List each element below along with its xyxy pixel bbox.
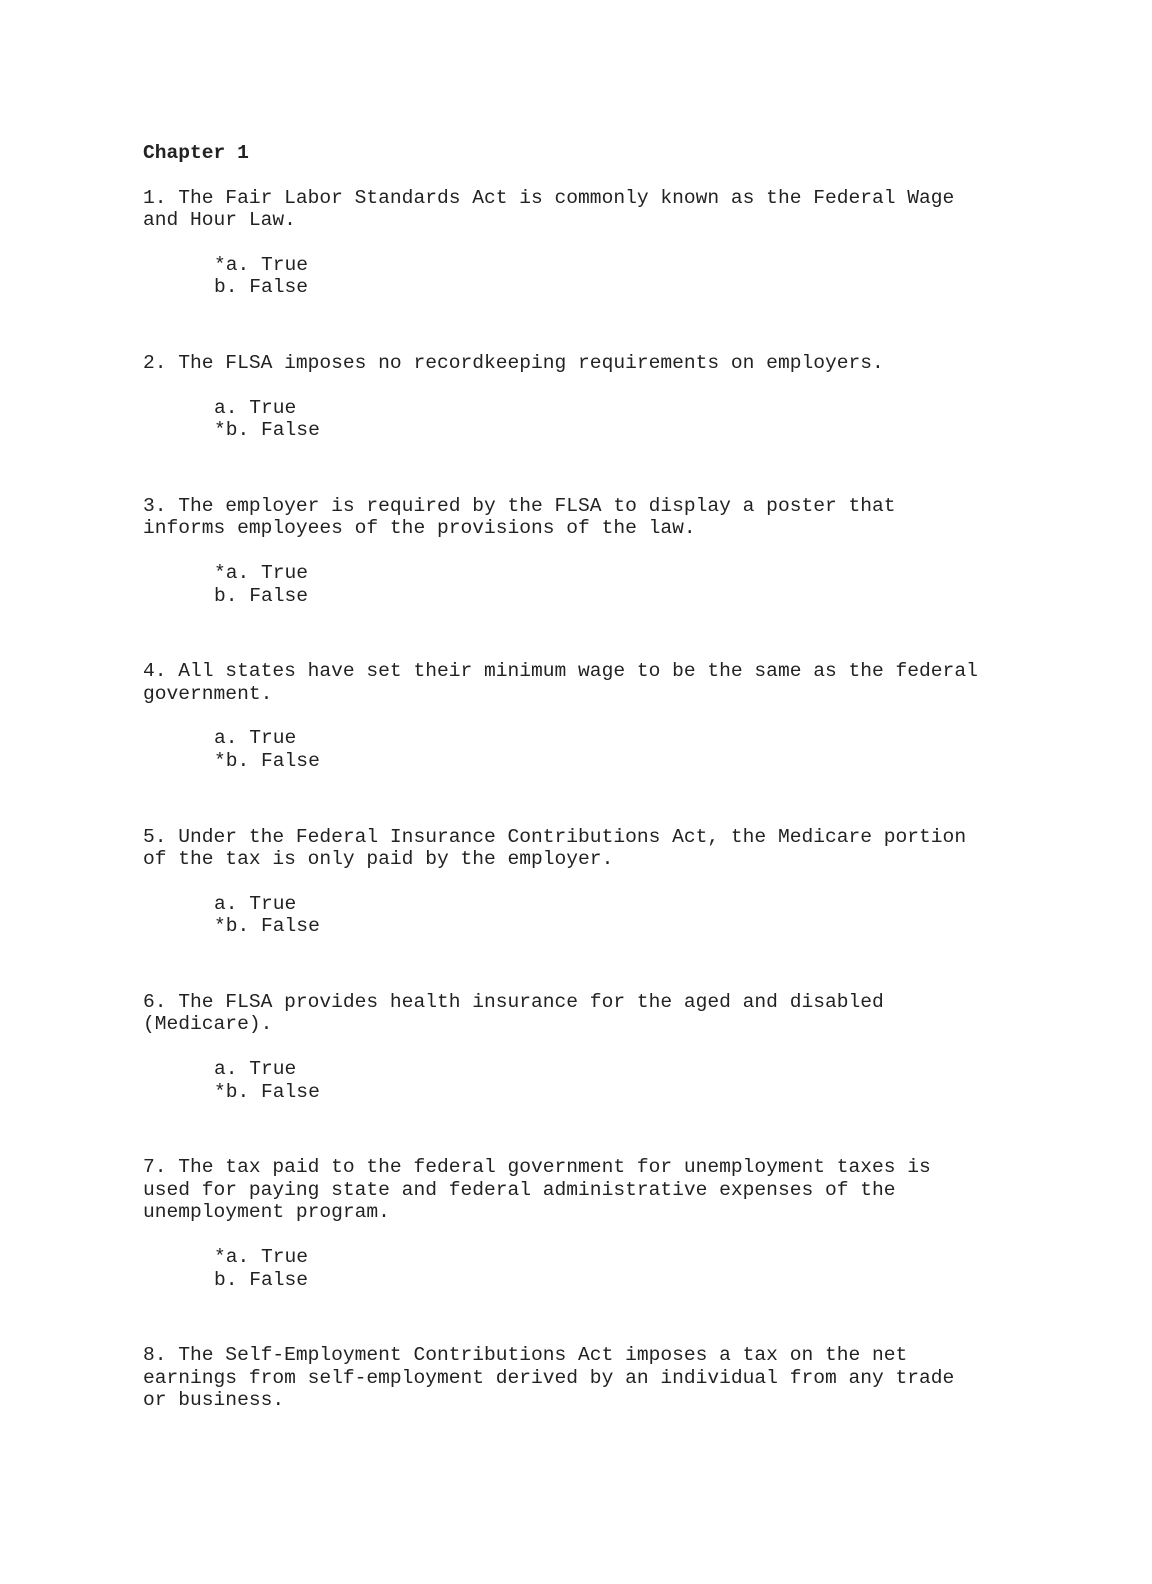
question-text: [143, 991, 1023, 1036]
answer-options: [214, 1246, 1023, 1291]
question-line: 3. The employer is required by the FLSA to display a poster that: [143, 494, 896, 517]
answer-option-b: b. False: [214, 584, 309, 607]
question-line: informs employees of the provisions of the law.: [143, 517, 696, 540]
question-line: 4. All states have set their minimum wage to be the same as the federal: [143, 660, 978, 683]
question-line: (Medicare).: [143, 1013, 273, 1036]
question-line: of the tax is only paid by the employer.: [143, 848, 614, 871]
question-text: [143, 352, 1023, 375]
answer-options: [214, 397, 1023, 442]
question-3: [143, 495, 1023, 607]
answer-option-a: a. True: [214, 1058, 297, 1081]
question-7: [143, 1156, 1023, 1291]
answer-option-a: *a. True: [214, 561, 309, 584]
question-8: [143, 1344, 1023, 1412]
question-text: [143, 826, 1023, 871]
question-line: used for paying state and federal administrative expenses of the: [143, 1178, 896, 1201]
question-line: or business.: [143, 1389, 285, 1412]
answer-options: [214, 727, 1023, 772]
question-text: [143, 495, 1023, 540]
answer-options: [214, 1058, 1023, 1103]
question-line: earnings from self-employment derived by an individual from any trade: [143, 1366, 955, 1389]
question-text: [143, 1156, 1023, 1224]
question-4: [143, 660, 1023, 772]
document-content: [143, 142, 1023, 1412]
question-1: [143, 187, 1023, 299]
answer-option-b: *b. False: [214, 419, 320, 442]
question-text: [143, 1344, 1023, 1412]
question-line: 6. The FLSA provides health insurance for the aged and disabled: [143, 990, 884, 1013]
answer-option-b: *b. False: [214, 1080, 320, 1103]
question-line: 7. The tax paid to the federal government for unemployment taxes is: [143, 1156, 931, 1179]
question-line: 8. The Self-Employment Contributions Act imposes a tax on the net: [143, 1344, 908, 1367]
answer-option-b: *b. False: [214, 915, 320, 938]
question-5: [143, 826, 1023, 938]
answer-option-b: *b. False: [214, 749, 320, 772]
question-line: and Hour Law.: [143, 209, 296, 232]
answer-options: [214, 893, 1023, 938]
answer-options: [214, 254, 1023, 299]
question-line: 2. The FLSA imposes no recordkeeping requirements on employers.: [143, 351, 884, 374]
answer-option-a: *a. True: [214, 253, 309, 276]
question-text: [143, 187, 1023, 232]
question-line: government.: [143, 682, 273, 705]
question-line: unemployment program.: [143, 1201, 390, 1224]
answer-option-a: a. True: [214, 396, 297, 419]
chapter-title: Chapter 1: [143, 142, 249, 164]
answer-option-a: a. True: [214, 727, 297, 750]
question-2: [143, 352, 1023, 442]
answer-option-b: b. False: [214, 276, 309, 299]
question-text: [143, 660, 1023, 705]
question-6: [143, 991, 1023, 1103]
answer-option-a: *a. True: [214, 1246, 309, 1269]
answer-option-a: a. True: [214, 892, 297, 915]
question-line: 1. The Fair Labor Standards Act is commonly known as the Federal Wage: [143, 186, 955, 209]
answer-option-b: b. False: [214, 1268, 309, 1291]
answer-options: [214, 562, 1023, 607]
question-line: 5. Under the Federal Insurance Contributions Act, the Medicare portion: [143, 825, 967, 848]
